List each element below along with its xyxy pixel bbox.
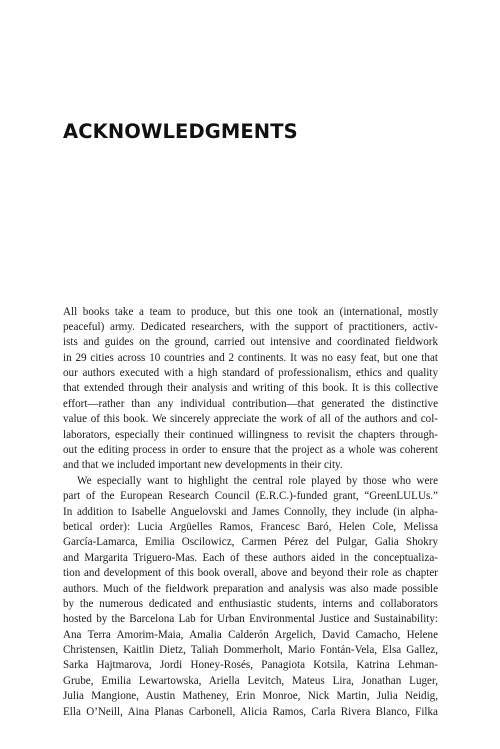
- text-line: We especially want to highlight the central role played by those who were: [77, 474, 438, 487]
- text-line: and Margarita Triguero-Mas. Each of these authors aided in the conceptualiza-: [63, 551, 438, 564]
- text-line: effort—rather than any individual contribution—that generated the distinctive: [63, 397, 438, 410]
- text-line: In addition to Isabelle Anguelovski and James Connolly, they include (in alpha-: [63, 505, 438, 518]
- text-line: value of this book. We sincerely appreciate the work of all of the authors and col-: [63, 413, 438, 426]
- text-line: laborators, especially their continued willingness to revisit the chapters through-: [63, 428, 438, 441]
- text-line: and that we included important new developments in their city.: [63, 459, 343, 472]
- text-line: authors. Much of the fieldwork preparation and analysis was also made possible: [63, 582, 438, 595]
- text-line: Christensen, Kaitlin Dietz, Taliah Dommerholt, Mario Fontán-Vela, Elsa Gallez,: [63, 644, 438, 657]
- text-line: Grube, Emilia Lewartowska, Ariella Levitch, Mateus Lira, Jonathan Luger,: [63, 674, 438, 687]
- text-line: ists and guides on the ground, carried out intensive and coordinated fieldwork: [63, 336, 438, 349]
- chapter-heading: ACKNOWLEDGMENTS: [63, 120, 298, 143]
- text-line: Julia Mangione, Austin Matheney, Erin Monroe, Nick Martin, Julia Neidig,: [63, 690, 438, 703]
- text-line: peaceful) army. Dedicated researchers, with the support of practitioners, activ-: [63, 320, 438, 333]
- text-line: part of the European Research Council (E.R.C.)-funded grant, “GreenLULUs.”: [63, 490, 438, 503]
- text-line: tion and development of this book overall, above and beyond their role as chapter: [63, 567, 438, 580]
- text-line: All books take a team to produce, but this one took an (international, mostly: [63, 305, 438, 318]
- text-line: García-Lamarca, Emilia Oscilowicz, Carmen Pérez del Pulgar, Galia Shokry: [63, 536, 438, 549]
- text-line: betical order): Lucia Argüelles Ramos, Francesc Baró, Helen Cole, Melissa: [63, 520, 438, 533]
- text-line: that extended through their analysis and writing of this book. It is this collective: [63, 382, 438, 395]
- text-line: Ana Terra Amorim-Maia, Amalia Calderón Argelich, David Camacho, Helene: [63, 628, 438, 641]
- paragraph-2: [63, 474, 438, 720]
- text-line: Sarka Hajtmarova, Jordi Honey-Rosés, Panagiota Kotsila, Katrina Lehman-: [63, 659, 438, 672]
- text-line: in 29 cities across 10 countries and 2 continents. It was no easy feat, but one that: [63, 351, 438, 364]
- body-text: [63, 305, 438, 721]
- text-line: our authors executed with a high standard of professionalism, ethics and quality: [63, 367, 438, 380]
- text-line: out the editing process in order to ensure that the project as a whole was coherent: [63, 444, 438, 457]
- text-line: Ella O’Neill, Aina Planas Carbonell, Alicia Ramos, Carla Rivera Blanco, Filka: [63, 705, 438, 718]
- paragraph-1: [63, 305, 438, 474]
- text-line: hosted by the Barcelona Lab for Urban Environmental Justice and Sustainability:: [63, 613, 438, 626]
- text-line: by the numerous dedicated and enthusiastic students, interns and collaborators: [63, 597, 438, 610]
